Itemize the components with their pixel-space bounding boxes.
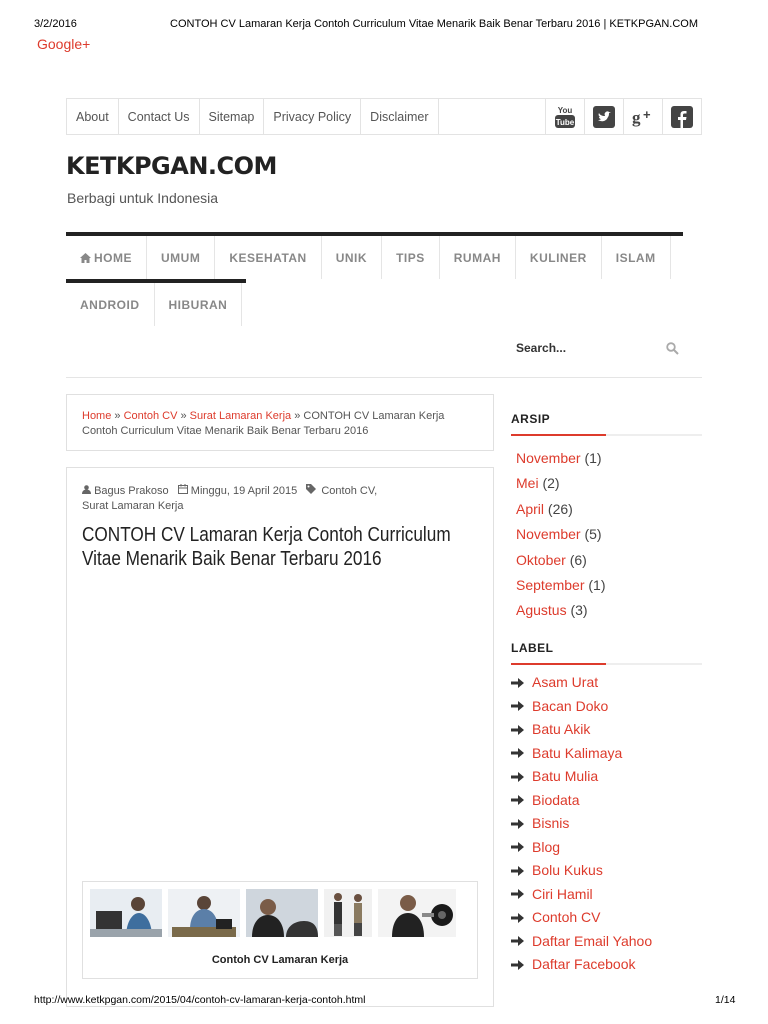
svg-text:You: You — [557, 105, 573, 115]
arsip-month[interactable]: September — [516, 577, 585, 594]
post-title: CONTOH CV Lamaran Kerja Contoh Curriculum Vitae Menarik Baik Benar Terbaru 2016 — [82, 524, 451, 570]
arsip-widget — [511, 412, 702, 436]
arsip-count: (3) — [570, 602, 588, 619]
arrow-right-icon — [511, 888, 532, 900]
arrow-right-icon — [511, 912, 532, 924]
print-footer-page: 1/14 — [715, 994, 736, 1006]
post-label-surat-lamaran-kerja[interactable]: Surat Lamaran Kerja — [82, 500, 184, 512]
home-icon — [80, 253, 91, 263]
arrow-right-icon — [511, 841, 532, 853]
label-link[interactable]: Bisnis — [532, 815, 570, 831]
arsip-item[interactable] — [516, 446, 606, 471]
arsip-count: (5) — [584, 526, 602, 543]
label-link[interactable]: Batu Mulia — [532, 768, 599, 784]
arsip-month[interactable]: April — [516, 500, 545, 517]
nav-hiburan[interactable]: HIBURAN — [155, 283, 243, 326]
arsip-item[interactable] — [516, 573, 606, 598]
label-item[interactable] — [511, 765, 652, 789]
arsip-list — [516, 446, 606, 624]
print-footer-url: http://www.ketkpgan.com/2015/04/contoh-cv-lamaran-kerja-contoh.html — [34, 994, 366, 1006]
label-item[interactable] — [511, 718, 652, 742]
post-author[interactable]: Bagus Prakoso — [94, 485, 169, 497]
post-image — [90, 889, 456, 937]
nav-islam[interactable]: ISLAM — [602, 236, 671, 279]
label-item[interactable] — [511, 930, 652, 954]
photo-businessman-weight — [378, 889, 456, 937]
label-link[interactable]: Biodata — [532, 791, 580, 808]
arsip-item[interactable] — [516, 522, 606, 547]
arrow-right-icon — [511, 747, 532, 759]
arrow-right-icon — [511, 677, 532, 689]
label-item[interactable] — [511, 883, 652, 907]
nav-home-label: HOME — [94, 250, 132, 265]
svg-text:Tube: Tube — [555, 117, 575, 127]
print-date: 3/2/2016 — [34, 18, 77, 30]
label-link[interactable]: Batu Kalimaya — [532, 744, 623, 761]
breadcrumb-separator: » — [114, 410, 121, 422]
photo-person-at-desk — [90, 889, 162, 937]
label-link[interactable]: Ciri Hamil — [532, 885, 593, 902]
arsip-item[interactable] — [516, 471, 606, 496]
tags-icon — [306, 484, 318, 494]
nav-kesehatan[interactable]: KESEHATAN — [215, 236, 321, 279]
photo-standing-people — [324, 889, 372, 937]
arrow-right-icon — [511, 959, 532, 971]
label-link[interactable]: Asam Urat — [532, 674, 599, 690]
arsip-title: ARSIP — [511, 412, 551, 426]
arsip-count: (2) — [542, 475, 560, 492]
label-item[interactable] — [511, 695, 652, 719]
arsip-month[interactable]: Mei — [516, 475, 539, 492]
site-tagline: Berbagi untuk Indonesia — [67, 190, 218, 206]
google-plus-link[interactable]: Google+ — [37, 36, 91, 52]
google-plus-icon[interactable] — [623, 99, 662, 134]
facebook-icon[interactable] — [662, 99, 701, 134]
label-item[interactable] — [511, 671, 652, 695]
post-date: Minggu, 19 April 2015 — [190, 485, 298, 497]
label-link[interactable]: Bacan Doko — [532, 697, 609, 714]
main-nav — [66, 232, 683, 326]
calendar-icon — [178, 484, 188, 494]
label-list — [511, 671, 652, 977]
arrow-right-icon — [511, 724, 532, 736]
arsip-month[interactable]: November — [516, 526, 581, 543]
arsip-count: (6) — [569, 551, 587, 568]
label-link[interactable]: Daftar Facebook — [532, 956, 636, 972]
arsip-item[interactable] — [516, 598, 606, 623]
print-page-title: CONTOH CV Lamaran Kerja Contoh Curriculum Vitae Menarik Baik Benar Terbaru 2016 | KETKPGAN.COM — [170, 18, 699, 30]
top-link-disclaimer[interactable]: Disclaimer — [361, 99, 438, 134]
top-link-sitemap[interactable]: Sitemap — [200, 99, 265, 134]
label-link[interactable]: Batu Akik — [532, 721, 591, 737]
divider — [66, 377, 702, 378]
nav-tips[interactable]: TIPS — [382, 236, 440, 279]
nav-android[interactable]: ANDROID — [66, 283, 155, 326]
svg-text:g: g — [632, 107, 641, 127]
nav-rumah[interactable]: RUMAH — [440, 236, 516, 279]
top-link-privacy-policy[interactable]: Privacy Policy — [264, 99, 361, 134]
label-item[interactable] — [511, 953, 652, 977]
nav-unik[interactable]: UNIK — [322, 236, 382, 279]
label-item[interactable] — [511, 836, 652, 860]
breadcrumb-home[interactable]: Home — [82, 410, 112, 422]
arsip-item[interactable] — [516, 497, 606, 522]
post-label-contoh-cv[interactable]: Contoh CV, — [321, 485, 378, 497]
arsip-item[interactable] — [516, 548, 606, 573]
nav-home[interactable] — [66, 236, 147, 279]
arrow-right-icon — [511, 700, 532, 712]
top-bar — [66, 98, 702, 135]
label-title: LABEL — [511, 641, 554, 655]
arsip-month[interactable]: Agustus — [516, 602, 567, 619]
arrow-right-icon — [511, 865, 532, 877]
breadcrumb-surat-lamaran-kerja[interactable]: Surat Lamaran Kerja — [189, 410, 292, 422]
twitter-icon[interactable] — [584, 99, 623, 134]
top-link-contact-us[interactable]: Contact Us — [119, 99, 200, 134]
arsip-count: (1) — [588, 577, 606, 594]
arsip-count: (1) — [584, 450, 602, 466]
breadcrumb-contoh-cv[interactable]: Contoh CV — [123, 410, 178, 422]
photo-stressed-worker — [168, 889, 240, 937]
arsip-month[interactable]: Oktober — [516, 551, 566, 568]
arrow-right-icon — [511, 818, 532, 830]
search-input[interactable]: Search... — [516, 341, 567, 355]
youtube-icon[interactable] — [545, 99, 584, 134]
label-item[interactable] — [511, 789, 652, 813]
label-widget — [511, 641, 702, 665]
photo-interview — [246, 889, 318, 937]
site-logo[interactable]: KETKPGAN.COM — [66, 152, 277, 180]
label-link[interactable]: Blog — [532, 838, 561, 855]
search-icon[interactable] — [666, 342, 679, 360]
label-link[interactable]: Bolu Kukus — [532, 862, 603, 878]
arrow-right-icon — [511, 794, 532, 806]
breadcrumb-current: CONTOH CV Lamaran Kerja Contoh Curriculum Vitae Menarik Baik Benar Terbaru 2016 — [82, 410, 445, 437]
arsip-month[interactable]: November — [516, 450, 581, 466]
label-item[interactable] — [511, 742, 652, 766]
label-item[interactable] — [511, 859, 652, 883]
post-meta — [82, 484, 482, 514]
breadcrumb-separator: » — [294, 410, 301, 422]
label-title-underline — [511, 663, 702, 665]
arrow-right-icon — [511, 935, 532, 947]
label-item[interactable] — [511, 812, 652, 836]
svg-text:+: + — [643, 106, 651, 122]
label-link[interactable]: Daftar Email Yahoo — [532, 932, 653, 949]
label-item[interactable] — [511, 906, 652, 930]
user-icon — [82, 485, 91, 494]
top-link-about[interactable]: About — [67, 99, 119, 134]
post-image-caption: Contoh CV Lamaran Kerja — [211, 954, 349, 966]
arrow-right-icon — [511, 771, 532, 783]
label-link[interactable]: Contoh CV — [532, 909, 601, 925]
nav-kuliner[interactable]: KULINER — [516, 236, 602, 279]
arsip-title-underline — [511, 434, 702, 436]
nav-umum[interactable]: UMUM — [147, 236, 215, 279]
arsip-count: (26) — [547, 500, 573, 517]
breadcrumb-separator: » — [180, 410, 187, 422]
breadcrumb — [66, 394, 494, 451]
